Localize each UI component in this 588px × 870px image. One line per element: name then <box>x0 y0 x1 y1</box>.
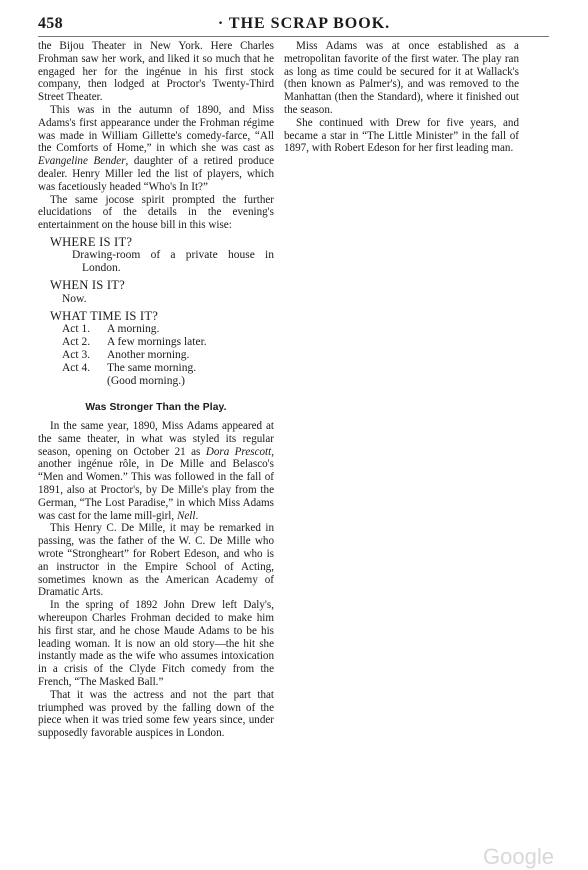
paragraph-text: , another ingénue rôle, in De Mille and Belasco's “Men and Women.” This was followed in the fall of 1891, also at Proctor's, by De Mille's play from the German, “The Lost Paradise,” in which Miss Adams was cast for the lame mill-girl, <box>38 445 274 522</box>
paragraph-actress-triumphed: That it was the actress and not the part that triumphed was proved by the falling down of the piece when it was tried some few years since, under supposedly favorable auspices in London. <box>38 688 274 740</box>
house-bill <box>38 235 274 388</box>
paragraph-jocose-spirit: The same jocose spirit prompted the further elucidations of the details in the evening's entertainment on the house bill in this wise: <box>38 193 274 232</box>
paragraph-autumn-1890 <box>38 104 274 194</box>
paragraph-metropolitan-favorite: Miss Adams was at once established as a metropolitan favorite of the first water. The play ran as long as time could be secured for it at Wallack's (then known as Palmer's), and was removed to the Manhattan (then the Standard), where it finished out the season. <box>284 40 519 116</box>
paragraph-text: This was in the autumn of 1890, and Miss Adams's first appearance under the Frohman régime was made in William Gillette's comedy-farce, “All the Comforts of Home,” in which she was cast as <box>38 103 274 155</box>
bill-where-heading: WHERE IS IT? <box>50 234 133 249</box>
paragraph-continued-with-drew: She continued with Drew for five years, and became a star in “The Little Minister” in the fall of 1897, with Robert Edeson for her first leading man. <box>284 116 519 155</box>
header-rule <box>38 36 549 37</box>
act-text: A few mornings later. <box>107 336 207 349</box>
paragraph-text: In the same year, 1890, Miss Adams appeared at the same theater, in what was styled its regular season, opening on October 21 as <box>38 419 274 458</box>
bill-act-row <box>62 323 274 336</box>
bill-where-answer-text: Drawing-room of a private house in London. <box>72 249 274 275</box>
right-column <box>284 40 519 155</box>
act-label: Act 2. <box>62 336 91 349</box>
left-column <box>38 40 274 740</box>
role-name: Evangeline Bender <box>38 155 126 168</box>
act-text: Another morning. <box>107 349 190 362</box>
act-text: A morning. <box>107 323 160 336</box>
paragraph-spring-1892: In the spring of 1892 John Drew left Daly's, whereupon Charles Frohman decided to make him his first star, and he chose Maude Adams to be his leading woman. It is now an old story—the hit she instantly made as the wife who assumes intoxication in a crisis of the Clyde Fitch comedy from the French, “The Masked Ball.” <box>38 599 274 688</box>
bill-when-heading: WHEN IS IT? <box>50 278 125 293</box>
paragraph-continuation: the Bijou Theater in New York. Here Charles Frohman saw her work, and liked it so much that he engaged her for the ingénue in his first stock company, then lodged at Proctor's Twenty-Third Street Theater. <box>38 40 274 104</box>
act-text: The same morning. <box>107 362 197 375</box>
section-heading: Was Stronger Than the Play. <box>85 402 227 414</box>
paragraph-text: , daughter of a retired produce dealer. Henry Miller led the list of players, which was facetiously headed “Who's In It?” <box>38 155 274 193</box>
watermark: Google <box>483 844 554 869</box>
bill-where-answer <box>72 249 274 275</box>
role-name: Dora Prescott <box>205 445 272 458</box>
act-label: Act 4. <box>62 362 91 375</box>
paragraph-de-mille: This Henry C. De Mille, it may be remarked in passing, was the father of the W. C. De Mille who wrote “Strongheart” for Robert Edeson, and who is an instructor in the Empire School of Acting, sometimes known as the American Academy of Dramatic Arts. <box>38 522 274 599</box>
bill-when-answer: Now. <box>62 292 87 305</box>
bill-closing: (Good morning.) <box>107 375 185 388</box>
role-name: Nell <box>176 509 196 522</box>
running-head: · THE SCRAP BOOK. <box>217 15 391 32</box>
paragraph-same-year <box>38 420 274 522</box>
act-label: Act 1. <box>62 323 91 336</box>
bill-act-row <box>62 336 274 349</box>
act-label: Act 3. <box>62 349 91 362</box>
bill-what-time-heading: WHAT TIME IS IT? <box>50 308 159 323</box>
page-number: 458 <box>38 15 63 32</box>
bill-act-row <box>62 362 274 375</box>
paragraph-text: . <box>195 509 199 522</box>
bill-act-row <box>62 349 274 362</box>
